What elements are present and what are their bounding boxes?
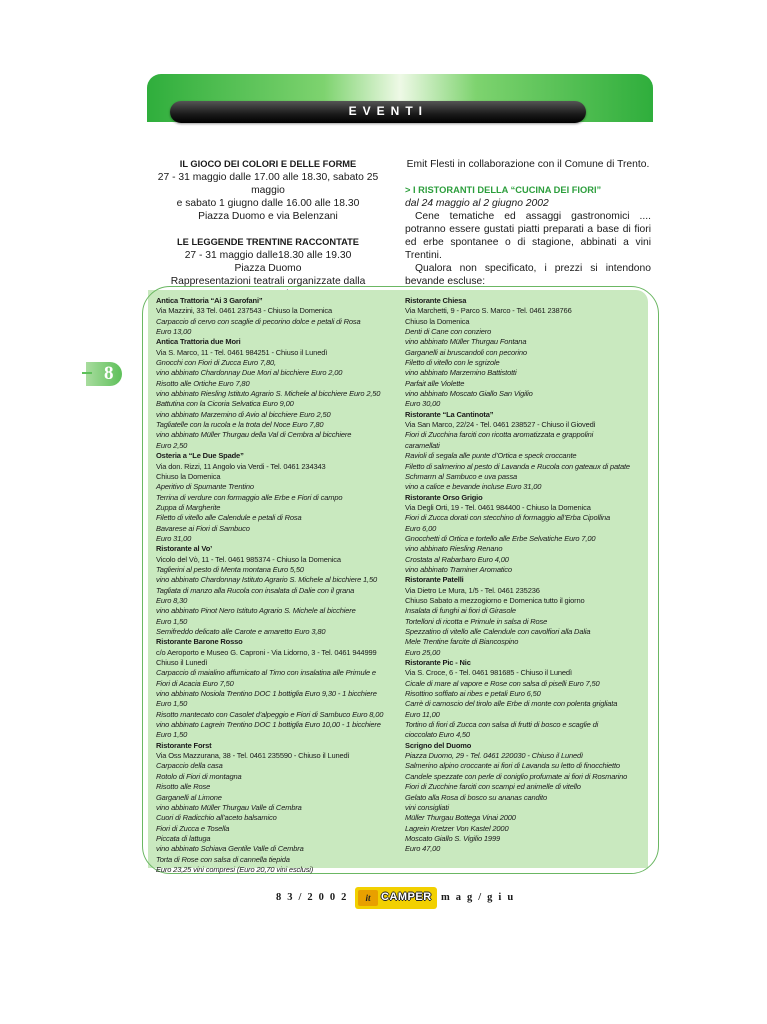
restaurant-info: c/o Aeroporto e Museo G. Caproni - Via Lidorno, 3 - Tel. 0461 944999 xyxy=(156,647,377,657)
section-header xyxy=(170,101,586,123)
menu-item: Semifreddo delicato alle Carote e amaretto Euro 3,80 xyxy=(156,627,326,636)
restaurant-info: Via S. Croce, 6 - Tel. 0461 981685 - Chiuso il Lunedì xyxy=(405,668,572,678)
menu-item: Salmerino alpino croccante ai fiori di Lavanda su letto di finocchietto xyxy=(405,761,620,771)
menu-item: Fiori di Zucchine farciti con scampi ed animelle di vitello xyxy=(405,782,581,792)
event-line: Piazza Duomo e via Belenzani xyxy=(198,211,338,222)
menu-item: vino abbinato Chardonnay Due Mori al bicchiere Euro 2,00 xyxy=(156,368,343,378)
menu-item: Risotto mantecato con Casolet d’alpeggio e Fiori di Sambuco Euro 8,00 xyxy=(156,709,384,719)
menu-item: Battutina con la Cicoria Selvatica Euro 9,00 xyxy=(156,399,294,409)
event-line: 27 - 31 maggio dalle 17.00 alle 18.30, sabato 25 maggio xyxy=(157,172,379,196)
menu-item: Piazza Duomo, 29 - Tel. 0461 220030 - Chiuso il Lunedì xyxy=(405,751,583,761)
menu-item: vino abbinato Schiava Gentile Valle di Cembra xyxy=(156,844,304,854)
menu-item: Euro 1,50 xyxy=(156,616,188,626)
intro-paragraph: Qualora non specificato, i prezzi si intendono bevande escluse: xyxy=(405,263,651,287)
restaurant-info: Chiuso la Domenica xyxy=(156,471,221,481)
restaurant-column-right xyxy=(405,296,645,855)
intro-paragraph: Cene tematiche ed assaggi gastronomici .... potranno essere gustati piatti preparati a base di fiori ed erbe spontanee o di stagione, abbinati a vini Trentini. xyxy=(405,211,651,261)
menu-item: vino abbinato Chardonnay Istituto Agrario S. Michele al bicchiere 1,50 xyxy=(156,575,378,585)
menu-item: Carpaccio di cervo con scaglie di pecorino dolce e petali di Rosa xyxy=(156,316,361,326)
menu-item: Schmarrn al Sambuco e uva passa xyxy=(405,471,518,481)
event-heading: LE LEGGENDE TRENTINE RACCONTATE xyxy=(177,237,359,247)
menu-item: vino abbinato Riesling Renano xyxy=(405,544,503,554)
page-number: 8 xyxy=(104,363,114,384)
menu-item: Taglierini al pesto di Menta montana Euro 5,50 xyxy=(156,564,304,574)
restaurant-info: Chiuso il Lunedì xyxy=(156,658,208,668)
menu-item: Fiori di Acacia Euro 7,50 xyxy=(156,678,234,688)
menu-item: vino abbinato Moscato Giallo San Vigilio xyxy=(405,389,533,399)
menu-item: Euro 8,30 xyxy=(156,595,188,605)
menu-item: vino abbinato Traminer Aromatico xyxy=(405,564,512,574)
menu-item: Carpaccio della casa xyxy=(156,761,223,771)
restaurant-info: Via Dietro Le Mura, 1/5 - Tel. 0461 235236 xyxy=(405,585,540,595)
menu-item: Gelato alla Rosa di bosco su ananas candito xyxy=(405,792,547,802)
tab-connector xyxy=(82,372,92,374)
menu-item: Moscato Giallo S. Vigilio 1999 xyxy=(405,833,500,843)
menu-item: Ravioli di segala alle punte d’Ortica e speck croccante xyxy=(405,451,577,461)
restaurant-name: Ristorante Chiesa xyxy=(405,296,467,305)
menu-item: Spezzatino di vitello alle Calendule con cavolfiori alla Dalia xyxy=(405,627,591,636)
menu-item: Crostata al Rabarbaro Euro 4,00 xyxy=(405,554,509,564)
restaurant-info: Via San Marco, 22/24 - Tel. 0461 238527 - Chiuso il Giovedì xyxy=(405,420,596,430)
restaurant-name: Ristorante Pic - Nic xyxy=(405,658,471,668)
menu-item: Rotolo di Fiori di montagna xyxy=(156,771,242,781)
restaurant-info: Via don. Rizzi, 11 Angolo via Verdi - Tel. 0461 234343 xyxy=(156,461,326,471)
restaurant-info: Via Oss Mazzurana, 38 - Tel. 0461 235590 - Chiuso il Lunedì xyxy=(156,751,350,761)
menu-item: Piccata di lattuga xyxy=(156,833,211,843)
menu-item: Tagliata di manzo alla Rucola con insalata di Dalie con il grana xyxy=(156,585,355,595)
menu-item: Parfait alle Violette xyxy=(405,378,465,388)
section-title: EVENTI xyxy=(348,104,428,118)
menu-item: Garganelli ai bruscandoli con pecorino xyxy=(405,347,527,357)
page-number-tab xyxy=(86,362,122,386)
menu-item: Cicale di mare al vapore e Rose con salsa di piselli Euro 7,50 xyxy=(405,678,600,688)
menu-item: Euro 13,00 xyxy=(156,327,192,337)
menu-item: cioccolato Euro 4,50 xyxy=(405,730,470,740)
menu-item: Terrina di verdure con formaggio alle Erbe e Fiori di campo xyxy=(156,492,343,502)
event-block xyxy=(146,158,390,223)
restaurant-name: Scrigno del Duomo xyxy=(405,740,472,750)
menu-item: Fiori di Zucca dorati con stecchino di formaggio all’Erba Cipollina xyxy=(405,513,611,523)
camper-logo xyxy=(355,887,437,909)
event-heading: IL GIOCO DEI COLORI E DELLE FORME xyxy=(179,159,357,169)
menu-item: vino abbinato Müller Thurgau della Val di Cembra al bicchiere xyxy=(156,430,352,440)
menu-item: Bavarese ai Fiori di Sambuco xyxy=(156,523,250,533)
restaurant-info: Via S. Marco, 11 - Tel. 0461 984251 - Chiuso il Lunedì xyxy=(156,347,328,357)
menu-item: vino abbinato Müller Thurgau Valle di Cembra xyxy=(156,802,302,812)
restaurant-name: Ristorante Barone Rosso xyxy=(156,637,243,647)
menu-item: Müller Thurgau Bottega Vinai 2000 xyxy=(405,813,516,823)
menu-item: Euro 2,50 xyxy=(156,440,188,450)
restaurant-name: Antica Trattoria “Ai 3 Garofani” xyxy=(156,296,263,305)
logo-wordmark: CAMPER xyxy=(381,891,432,903)
continuation-text: Emit Flesti in collaborazione con il Comune di Trento. xyxy=(406,159,650,170)
event-line: e sabato 1 giugno dalle 16.00 alle 18.30 xyxy=(176,198,360,209)
menu-item: Candele spezzate con perle di coniglio profumate ai fiori di Rosmarino xyxy=(405,771,628,781)
issue-months: mag/giu xyxy=(441,892,520,903)
menu-item: Euro 25,00 xyxy=(405,647,441,657)
restaurant-name: Ristorante Orso Grigio xyxy=(405,492,483,502)
event-line: Rappresentazioni teatrali organizzate dalla xyxy=(170,276,366,287)
event-line: 27 - 31 maggio dalle18.30 alle 19.30 xyxy=(184,250,352,261)
menu-item: Filetto di vitello alle Calendule e petali di Rosa xyxy=(156,513,302,523)
menu-item: Torta di Rose con salsa di cannella tiepida xyxy=(156,854,290,864)
menu-item: Zuppa di Margherite xyxy=(156,502,221,512)
restaurant-info: Via Degli Orti, 19 - Tel. 0461 984400 - Chiuso la Domenica xyxy=(405,502,591,512)
restaurant-info: Via Mazzini, 33 Tel. 0461 237543 - Chiuso la Domenica xyxy=(156,306,333,316)
menu-item: Risotto alle Rose xyxy=(156,782,211,792)
menu-item: vino abbinato Pinot Nero Istituto Agrario S. Michele al bicchiere xyxy=(156,606,356,616)
restaurant-info: Via Marchetti, 9 - Parco S. Marco - Tel. 0461 238766 xyxy=(405,306,572,316)
issue-number: 83/2002 xyxy=(276,892,353,903)
menu-item: Tagliatelle con la rucola e la trota del Noce Euro 7,80 xyxy=(156,420,324,430)
menu-item: vino abbinato Marzemino di Avio al bicchiere Euro 2,50 xyxy=(156,409,331,419)
restaurant-name: Ristorante Patelli xyxy=(405,575,464,585)
restaurants-subheading: > I RISTORANTI DELLA “CUCINA DEI FIORI” xyxy=(405,185,602,195)
menu-item: Fiori di Zucchina farciti con ricotta aromatizzata e grappolini xyxy=(405,430,594,440)
restaurants-dates: dal 24 maggio al 2 giugno 2002 xyxy=(405,198,549,209)
intro-right-column xyxy=(405,158,651,288)
menu-item: vino abbinato Riesling Istituto Agrario S. Michele al bicchiere Euro 2,50 xyxy=(156,389,381,399)
menu-item: Carpaccio di maialino affumicato al Timo con insalatina alle Primule e xyxy=(156,668,376,678)
logo-mark: it xyxy=(358,890,378,906)
menu-item: vini consigliati xyxy=(405,802,449,812)
menu-item: vino abbinato Lagrein Trentino DOC 1 bottiglia Euro 10,00 - 1 bicchiere xyxy=(156,720,381,730)
menu-item: Gnocchi con Fiori di Zucca Euro 7,80, xyxy=(156,358,276,368)
menu-item: Filetto di vitello con le sgrizole xyxy=(405,358,500,368)
menu-item: Euro 11,00 xyxy=(405,709,440,719)
menu-item: vino a calice e bevande incluse Euro 31,00 xyxy=(405,482,542,492)
menu-item: caramellati xyxy=(405,440,440,450)
restaurant-name: Antica Trattoria due Mori xyxy=(156,337,241,347)
restaurant-info: Vicolo del Vò, 11 - Tel. 0461 985374 - Chiuso la Domenica xyxy=(156,554,341,564)
menu-item: vino abbinato Nosiola Trentino DOC 1 bottiglia Euro 9,30 - 1 bicchiere xyxy=(156,689,377,699)
restaurant-name: Ristorante al Vo’ xyxy=(156,544,213,554)
menu-item: Euro 31,00 xyxy=(156,533,192,543)
menu-item: Fiori di Zucca e Tosella xyxy=(156,823,230,833)
menu-item: vino abbinato Marzemino Battistotti xyxy=(405,368,517,378)
menu-item: Lagrein Kretzer Von Kastel 2000 xyxy=(405,823,509,833)
menu-item: Garganelli al Limone xyxy=(156,792,222,802)
restaurant-name: Ristorante “La Cantinota” xyxy=(405,409,494,419)
restaurant-column-left xyxy=(156,296,396,875)
menu-item: Denti di Cane con conziero xyxy=(405,327,492,337)
restaurant-info: Chiuso la Domenica xyxy=(405,316,470,326)
menu-item: Euro 1,50 xyxy=(156,730,188,740)
menu-item: Gnocchetti di Ortica e tortello alle Erbe Selvatiche Euro 7,00 xyxy=(405,533,596,543)
menu-item: Risottino soffiato ai ribes e petali Euro 6,50 xyxy=(405,689,541,699)
menu-item: Insalata di funghi ai fiori di Girasole xyxy=(405,606,516,616)
menu-item: Euro 47,00 xyxy=(405,844,441,854)
menu-item: Euro 30,00 xyxy=(405,399,441,409)
menu-item: Filetto di salmerino al pesto di Lavanda e Rucola con gateaux di patate xyxy=(405,461,630,471)
menu-item: Risotto alle Ortiche Euro 7,80 xyxy=(156,378,250,388)
menu-item: Tortino di fiori di Zucca con salsa di frutti di bosco e scaglie di xyxy=(405,720,599,730)
menu-item: Mele Trentine farcite di Biancospino xyxy=(405,637,519,647)
menu-item: Euro 23,25 vini compresi (Euro 20,70 vini esclusi) xyxy=(156,864,314,874)
menu-item: Aperitivo di Spumante Trentino xyxy=(156,482,254,492)
restaurant-name: Osteria a “Le Due Spade” xyxy=(156,451,244,461)
restaurant-name: Ristorante Forst xyxy=(156,740,212,750)
menu-item: Euro 1,50 xyxy=(156,699,188,709)
menu-item: Cuori di Radicchio all’aceto balsamico xyxy=(156,813,277,823)
menu-item: Tortelloni di ricotta e Primule in salsa di Rose xyxy=(405,616,548,626)
menu-item: vino abbinato Müller Thurgau Fontana xyxy=(405,337,527,347)
restaurant-info: Chiuso Sabato a mezzogiorno e Domenica tutto il giorno xyxy=(405,595,585,605)
event-line: Piazza Duomo xyxy=(234,263,302,274)
menu-item: Euro 6,00 xyxy=(405,523,437,533)
menu-item: Carrè di camoscio del tirolo alle Erbe di monte con polenta grigliata xyxy=(405,699,618,709)
